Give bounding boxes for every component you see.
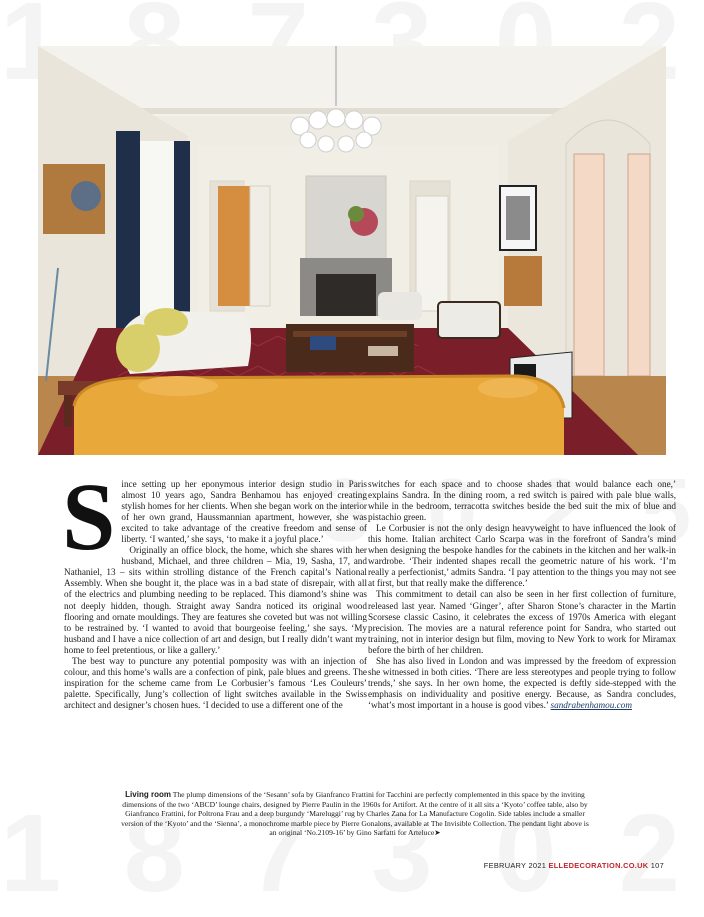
article-paragraph: Since setting up her eponymous interior design studio in Paris almost 10 years ago, Sandra Benhamou has enjoyed creating stylish homes for her clients. When she began work on the interior of her own grand, Haussmannian apartment, however, she was excited to take advantage of the creative freedom and sense of liberty. ‘I wanted,’ she says, ‘to make it a joyful place.’ (62, 463, 367, 570)
article-column-right (368, 479, 676, 711)
article-paragraph: The best way to puncture any potential pomposity was with an injection of colour, and this home’s walls are a confection of pink, pale blues and greens. The inspiration for the scheme came from Le Corbusier’s famous ‘Les Couleurs’ palette. Specifically, Jung’s collection of light switches available in the Swiss architect and designer’s chosen hues. ‘I decided to use a different one of the (64, 655, 367, 710)
drop-cap: S (62, 463, 116, 570)
caption-arrow-icon: ➤ (434, 828, 441, 838)
article-paragraph: Le Corbusier is not the only design heavyweight to have influenced the look of this home. Italian architect Carlo Scarpa was in the forefront of Sandra’s mind when designing the bespoke handles for the cabinets in the kitchen and her walk-in wardrobe. ‘Their indented shapes recall the geometric nature of his work. ‘I’m really a perfectionist,’ admits Sandra. ‘I pay attention to the things you may not see at first, but that really make the difference.’ (368, 523, 676, 589)
photo-caption (120, 790, 590, 838)
article-paragraph: switches for each space and to choose shades that would balance each one,’ explains Sandra. In the dining room, a red switch is paired with pale blue walls, while in the bedroom, terracotta switches beside the bed suit the mix of blue and pistachio green. (368, 479, 676, 523)
article-paragraph: This commitment to detail can also be seen in her first collection of furniture, released last year. Named ‘Ginger’, after Sharon Stone’s character in the Martin Scorsese classic Casino, it celebrates the excess of 1970s America with elegant precision. The movies are a natural reference point for Sandra, who started out training, not in interior design but film, moving to New York to work for Miramax before the birth of her children. (368, 589, 676, 655)
article-paragraph: She has also lived in London and was impressed by the freedom of expression she witnessed in both cities. ‘There are less stereotypes and people trying to follow trends,’ she says. In her own home, the expected is deftly side-stepped with the emphasis on individuality and positive energy. Because, as Sandra concludes, ‘what’s most important in a house is good vibes.’ sandrabenhamou.com (368, 655, 676, 710)
article-column-left (62, 463, 367, 711)
caption-text: The plump dimensions of the ‘Sesann’ sofa by Gianfranco Frattini for Tacchini are perfectly complemented in this space by the inviting dimensions of the two ‘ABCD’ lounge chairs, designed by Pierre Paulin in the 1960s for Artifort. At the centre of it all sits a ‘Kyoto’ coffee table, also by Gianfranco Frattini, for Poltrona Frau and a deep burgundy ‘Mareluggi’ rug by Charles Zana for La Manufacture Cogolin. Side tables include a smaller version of the ‘Kyoto’ and the ‘Sienna’, a monochrome marble piece by Pierre Gonalons, available at The Invisible Collection. The pendant light above is an original ‘No.2109-16’ by Gino Sarfatti for Arteluce (121, 790, 589, 838)
living-room-photo (38, 46, 666, 455)
magazine-url: ELLEDECORATION.CO.UK (548, 861, 649, 870)
issue-date: FEBRUARY 2021 (483, 861, 547, 870)
caption-heading: Living room (125, 790, 171, 799)
article-paragraph: Originally an office block, the home, which she shares with her husband, Michael, and three children – Mia, 19, Sasha, 17, and Nathaniel, 13 – sits within strolling distance of the French capital’s National Assembly. When she bought it, the place was in a bad state of disrepair, with all of the electrics and plumbing needing to be replaced. This diamond’s shine was not deeply hidden, though. Straight away Sandra noticed its original wood flooring and ornate mouldings. They are features she coveted but was not willing to be restrained by. ‘I wanted to avoid that bourgeoise feeling,’ she says. ‘My husband and I have a nice collection of art and design, but I really didn’t want my home to feel pretentious, or like a gallery.’ (64, 545, 367, 655)
page-footer (484, 861, 664, 870)
website-link[interactable]: sandrabenhamou.com (550, 699, 632, 710)
page-number: 107 (650, 861, 664, 870)
